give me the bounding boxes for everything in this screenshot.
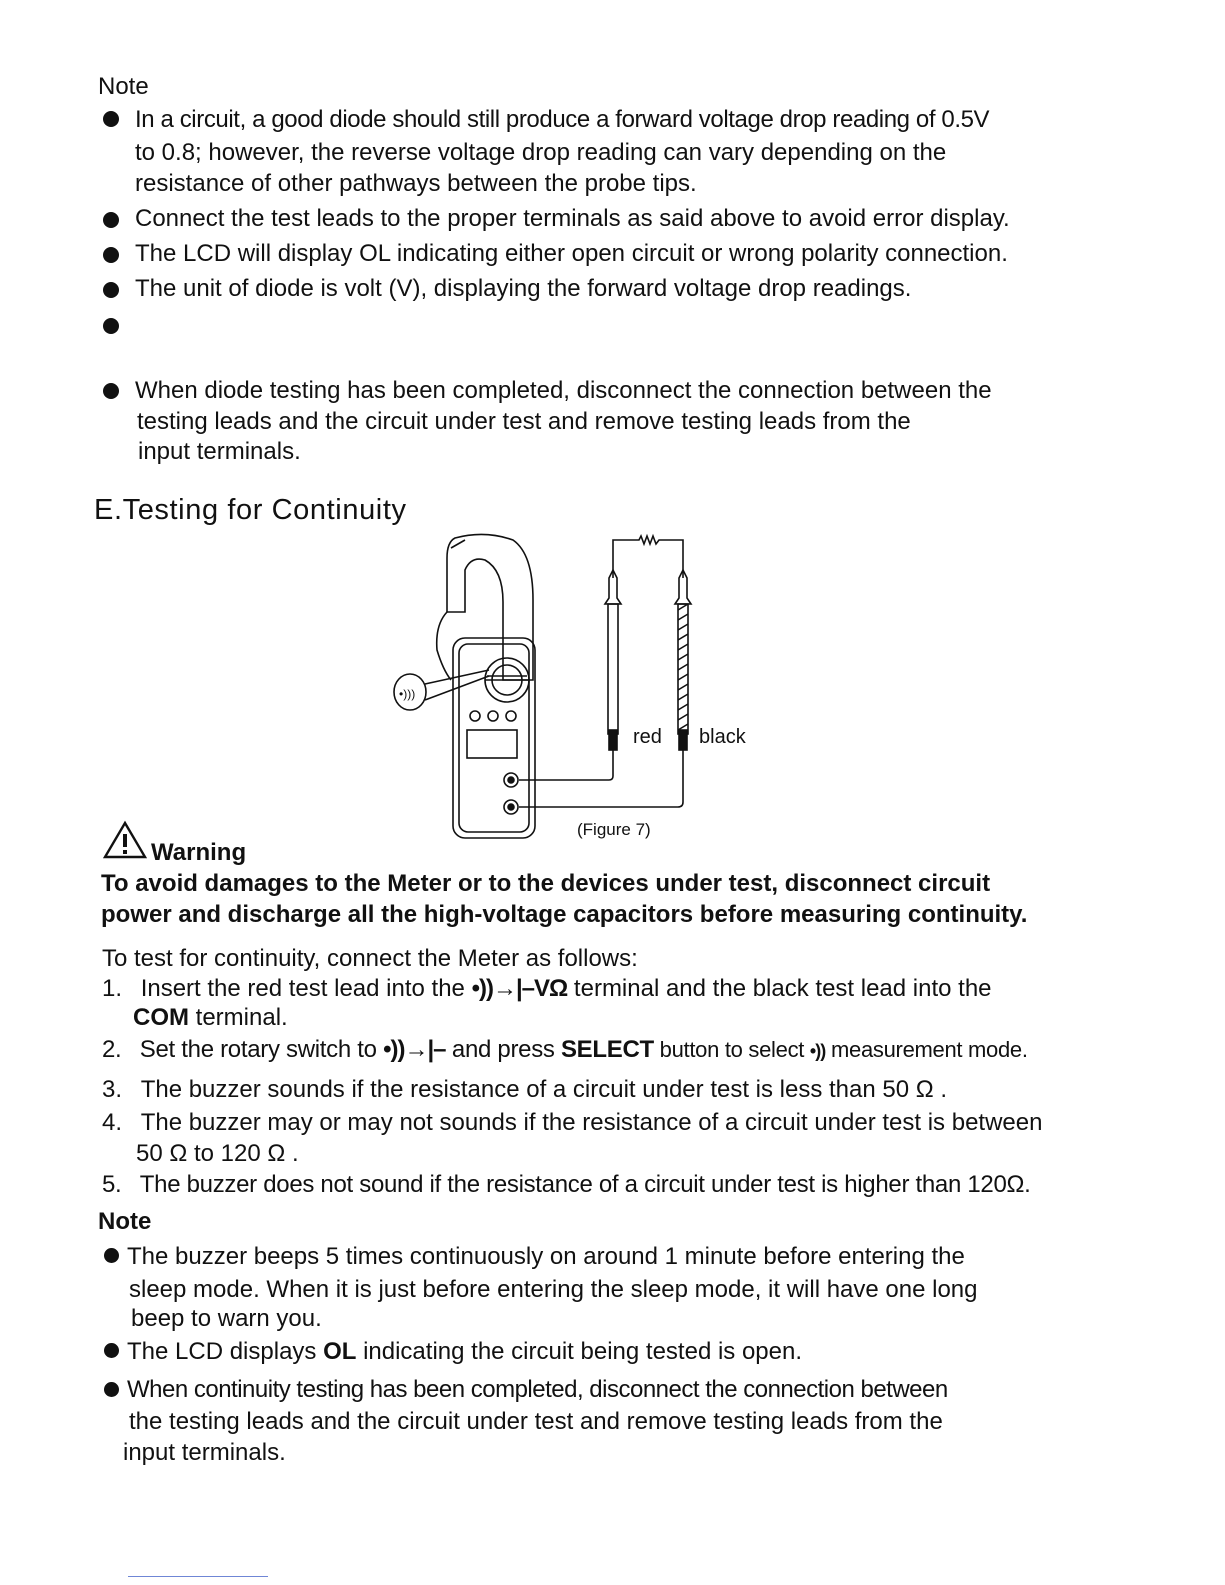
note-bullet-text: The unit of diode is volt (V), displaying the forward voltage drop readings.	[135, 275, 912, 302]
meter-button	[488, 711, 498, 721]
note-bullet-text: Connect the test leads to the proper terminals as said above to avoid error display.	[135, 205, 1010, 232]
meter-button	[470, 711, 480, 721]
bullet-dot	[103, 247, 119, 263]
note-bullet-text: resistance of other pathways between the probe tips.	[135, 170, 697, 197]
note-text: indicating the circuit being tested is open.	[356, 1338, 803, 1365]
label-red: red	[633, 726, 662, 748]
note-bullet-text: When diode testing has been completed, disconnect the connection between the	[135, 377, 992, 404]
note-bullet-text: input terminals.	[138, 438, 301, 465]
step-number: 2.	[102, 1036, 122, 1063]
warning-text: To avoid damages to the Meter or to the devices under test, disconnect circuit	[101, 870, 991, 897]
step-line	[102, 1170, 1031, 1200]
continuity-symbol: •))	[809, 1041, 826, 1061]
step-line	[133, 1003, 288, 1033]
bullet-dot	[103, 212, 119, 228]
note-bullet-text: The buzzer beeps 5 times continuously on around 1 minute before entering the	[127, 1243, 965, 1270]
step-text: terminal and the black test lead into the	[567, 975, 992, 1002]
section-title: E.Testing for Continuity	[94, 494, 407, 526]
figure-7	[385, 530, 765, 850]
select-button-label: SELECT	[560, 1036, 654, 1063]
clamp-jaw	[447, 534, 533, 680]
step-number: 5.	[102, 1171, 122, 1198]
bullet-dot	[103, 111, 119, 127]
step-text: button to select	[653, 1037, 810, 1062]
lcd-display	[467, 730, 517, 758]
footer-rule	[128, 1576, 268, 1577]
note-heading: Note	[98, 73, 149, 100]
note-bullet-text: The LCD will display OL indicating either open circuit or wrong polarity connection.	[135, 240, 1008, 267]
step-text: The buzzer does not sound if the resistance of a circuit under test is higher than 120Ω.	[139, 1171, 1031, 1198]
step-text: The buzzer sounds if the resistance of a circuit under test is less than 50 Ω .	[140, 1076, 948, 1103]
label-black: black	[699, 726, 746, 748]
bullet-dot	[104, 1382, 119, 1397]
step-text: measurement mode.	[825, 1037, 1028, 1062]
step-line	[102, 1075, 947, 1105]
step-text: The buzzer may or may not sounds if the resistance of a circuit under test is between	[140, 1109, 1043, 1136]
note-heading: Note	[98, 1208, 152, 1235]
meter-body	[453, 638, 535, 838]
bullet-dot	[104, 1248, 119, 1263]
clamp-meter-illustration	[385, 530, 765, 850]
bullet-dot	[103, 383, 119, 399]
step-text: and press	[445, 1036, 561, 1063]
steps-intro: To test for continuity, connect the Meter as follows:	[102, 945, 638, 972]
ol-label: OL	[323, 1338, 357, 1365]
step-line	[102, 1108, 1042, 1138]
step-number: 1.	[102, 975, 123, 1002]
note-bullet-text: beep to warn you.	[131, 1305, 322, 1332]
note-bullet-text: the testing leads and the circuit under test and remove testing leads from the	[129, 1408, 943, 1435]
diode-continuity-symbol: •))→|–	[383, 1036, 446, 1063]
clamp-trigger	[437, 612, 451, 680]
warning-icon	[102, 820, 148, 860]
note-bullet-text: testing leads and the circuit under test and remove testing leads from the	[137, 408, 911, 435]
note-bullet-text: In a circuit, a good diode should still produce a forward voltage drop reading of 0.5V	[135, 106, 990, 133]
step-line	[102, 974, 992, 1004]
warning-title: Warning	[151, 839, 247, 866]
step-text: Insert the red test lead into the	[140, 975, 472, 1002]
step-text: Set the rotary switch to	[139, 1036, 384, 1063]
note-bullet-text	[127, 1337, 802, 1367]
step-number: 4.	[102, 1109, 123, 1136]
resistor-icon	[613, 536, 683, 546]
note-text: The LCD displays	[127, 1338, 324, 1365]
bullet-dot	[104, 1343, 119, 1358]
svg-text:•))): •)))	[399, 687, 416, 701]
com-terminal-label: COM	[133, 1004, 189, 1031]
diode-continuity-symbol: •))→|–VΩ	[471, 975, 568, 1002]
note-bullet-text: to 0.8; however, the reverse voltage drop reading can vary depending on the	[135, 139, 947, 166]
bullet-dot	[103, 318, 119, 334]
step-line: 50 Ω to 120 Ω .	[136, 1140, 299, 1167]
figure-caption: (Figure 7)	[577, 820, 651, 839]
note-bullet-text: When continuity testing has been completed, disconnect the connection between	[127, 1376, 948, 1403]
bullet-dot	[103, 282, 119, 298]
step-number: 3.	[102, 1076, 123, 1103]
note-bullet-text: input terminals.	[123, 1439, 286, 1466]
step-text: terminal.	[189, 1004, 288, 1031]
note-bullet-text: sleep mode. When it is just before entering the sleep mode, it will have one long	[129, 1276, 978, 1303]
meter-button	[506, 711, 516, 721]
warning-text: power and discharge all the high-voltage capacitors before measuring continuity.	[101, 901, 1028, 928]
step-line	[102, 1035, 1028, 1066]
